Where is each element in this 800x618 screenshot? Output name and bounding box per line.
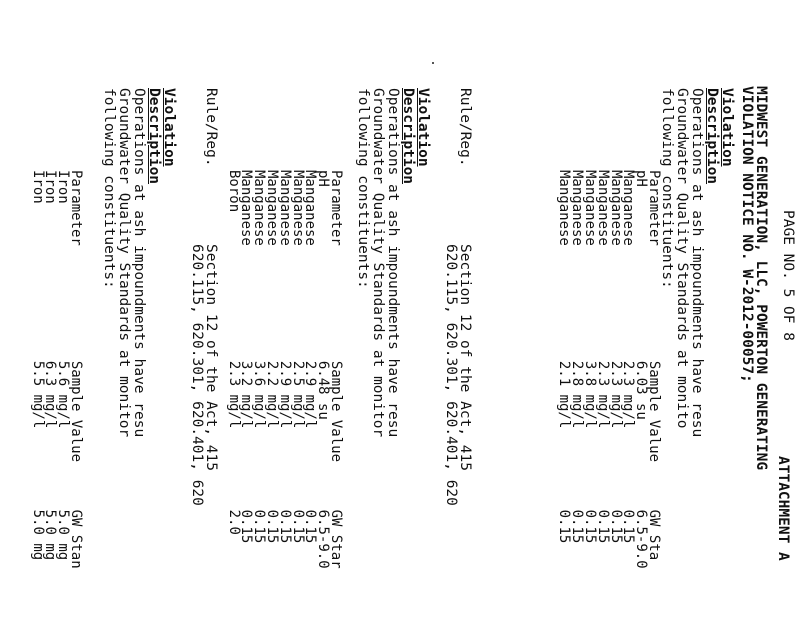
- attachment-label: ATTACHMENT A: [775, 456, 791, 561]
- table-row: [31, 170, 44, 618]
- violation-heading: Violation: [719, 88, 735, 167]
- header-sample-value: Sample Value: [328, 360, 344, 463]
- sample-cell: 5.5 mg/l: [29, 360, 46, 429]
- sample-cell: 2.9 mg/l: [302, 360, 319, 429]
- description-line: following constituents:: [659, 88, 675, 289]
- sample-cell: 2.3 mg/l: [607, 360, 624, 429]
- header-sample-value: Sample Value: [646, 360, 662, 463]
- header-parameter: Parameter: [328, 170, 344, 246]
- sample-cell: 2.3 mg/l: [594, 360, 611, 429]
- standard-cell: 0.15: [607, 509, 624, 544]
- param-cell: Manganese: [594, 170, 611, 246]
- description-line: following constituents:: [101, 88, 117, 289]
- sample-cell: 2.3 mg/l: [225, 360, 242, 429]
- param-cell: Manganese: [276, 170, 293, 246]
- violation-heading: Violation: [161, 88, 177, 167]
- rule-text: 620.115, 620.301, 620.401, 620: [189, 244, 205, 506]
- table-header-row: [69, 170, 82, 618]
- description-line: Groundwater Quality Standards at monitor: [370, 88, 386, 438]
- sample-cell: 3.8 mg/l: [582, 360, 599, 429]
- standard-cell: 0.15: [582, 509, 599, 544]
- param-cell: Manganese: [620, 170, 637, 246]
- standard-cell: 0.15: [594, 509, 611, 544]
- description-line: Groundwater Quality Standards at monito: [674, 88, 690, 429]
- table-header-row: [647, 170, 660, 618]
- sample-cell: 6.03 su: [633, 360, 650, 420]
- header-parameter: Parameter: [646, 170, 662, 246]
- sample-cell: 3.2 mg/l: [238, 360, 255, 429]
- header-gw-standard: GW Star: [328, 509, 344, 569]
- standard-cell: 0.15: [276, 509, 293, 544]
- param-cell: Manganese: [582, 170, 599, 246]
- standard-cell: 0.15: [556, 509, 573, 544]
- rule-text: Section 12 of the Act, 415: [203, 244, 219, 471]
- sample-cell: 2.5 mg/l: [289, 360, 306, 429]
- header-gw-standard: GW Stan: [68, 509, 84, 569]
- header-sample-value: Sample Value: [68, 360, 84, 463]
- violation-heading: Violation: [415, 88, 431, 167]
- param-cell: Boron: [225, 170, 242, 213]
- table-row: [265, 170, 278, 618]
- standard-cell: 2.0: [225, 509, 242, 535]
- param-cell: Manganese: [264, 170, 281, 246]
- param-cell: Manganese: [569, 170, 586, 246]
- document-title-line2: VIOLATION NOTICE NO. W-2012-00057;: [739, 86, 755, 383]
- standard-cell: 0.15: [238, 509, 255, 544]
- sample-cell: 2.9 mg/l: [276, 360, 293, 429]
- rule-text: Section 12 of the Act, 415: [457, 244, 473, 471]
- header-gw-standard: GW Sta: [646, 509, 662, 561]
- sample-cell: 2.1 mg/l: [556, 360, 573, 429]
- param-cell: Manganese: [238, 170, 255, 246]
- description-heading: Description: [704, 88, 720, 185]
- standard-cell: 5.0 mg: [29, 509, 46, 561]
- sample-cell: 2.2 mg/l: [264, 360, 281, 429]
- description-line: Operations at ash impoundments have resu: [385, 88, 401, 438]
- description-line: Operations at ash impoundments have resu: [131, 88, 147, 438]
- standard-cell: 0.15: [264, 509, 281, 544]
- standard-cell: 6.5-9.0: [633, 509, 650, 569]
- description-line: Operations at ash impoundments have resu: [689, 88, 705, 438]
- sample-cell: 6.48 su: [315, 360, 332, 420]
- table-row: [583, 170, 596, 618]
- sample-cell: 3.6 mg/l: [251, 360, 268, 429]
- table-row: [558, 170, 571, 618]
- standard-cell: 6.5-9.0: [315, 509, 332, 569]
- standard-cell: 0.15: [569, 509, 586, 544]
- document-title-line1: MIDWEST GENERATION, LLC, POWERTON GENERATING: [753, 86, 769, 471]
- standard-cell: 0.15: [302, 509, 319, 544]
- param-cell: Iron: [42, 170, 59, 204]
- rule-label: Rule/Reg.: [457, 88, 473, 167]
- standard-cell: 0.15: [289, 509, 306, 544]
- table-row: [252, 170, 265, 618]
- sample-cell: 6.3 mg/l: [42, 360, 59, 429]
- constituents-table: [31, 170, 82, 618]
- standard-cell: 5.0 mg: [42, 509, 59, 561]
- description-heading: Description: [400, 88, 416, 185]
- param-cell: Iron: [29, 170, 46, 204]
- param-cell: Manganese: [251, 170, 268, 246]
- param-cell: Manganese: [556, 170, 573, 246]
- sample-cell: 5.6 mg/l: [55, 360, 72, 429]
- table-row: [570, 170, 583, 618]
- sample-cell: 2.8 mg/l: [569, 360, 586, 429]
- page-number: PAGE NO. 5 OF 8: [780, 210, 796, 341]
- sample-cell: 2.3 mg/l: [620, 360, 637, 429]
- param-cell: Manganese: [607, 170, 624, 246]
- header-parameter: Parameter: [68, 170, 84, 246]
- constituents-table: [558, 170, 660, 618]
- table-header-row: [329, 170, 342, 618]
- rule-label: Rule/Reg.: [203, 88, 219, 167]
- param-cell: Iron: [55, 170, 72, 204]
- description-line: following constituents:: [355, 88, 371, 289]
- rule-text: 620.115, 620.301, 620.401, 620: [443, 244, 459, 506]
- standard-cell: 5.0 mg: [55, 509, 72, 561]
- param-cell: Manganese: [289, 170, 306, 246]
- param-cell: pH: [315, 170, 332, 187]
- param-cell: pH: [633, 170, 650, 187]
- description-heading: Description: [146, 88, 162, 185]
- standard-cell: 0.15: [251, 509, 268, 544]
- scan-speck: [432, 62, 434, 64]
- param-cell: Manganese: [302, 170, 319, 246]
- description-line: Groundwater Quality Standards at monitor: [116, 88, 132, 438]
- standard-cell: 0.15: [620, 509, 637, 544]
- constituents-table: [227, 170, 342, 618]
